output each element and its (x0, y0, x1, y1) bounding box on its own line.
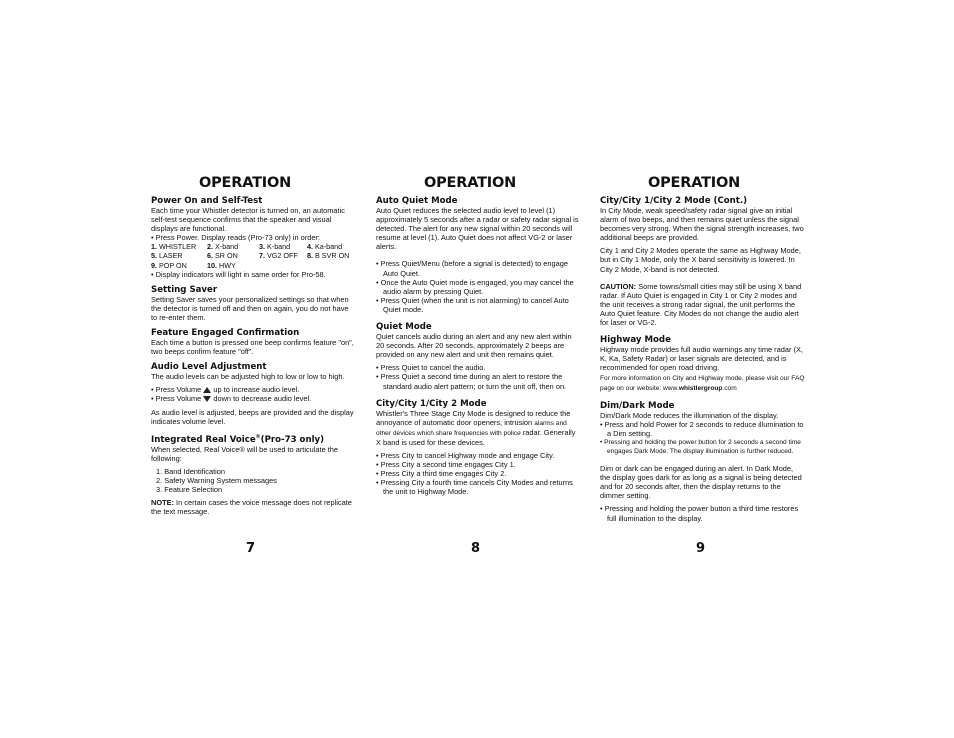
list-item: 1. Band Identification (156, 466, 226, 476)
paragraph: City 1 and City 2 Modes operate the same as Highway Mode, but in City 1 Mode, only the X band sensitivity is lowered. In City 2 Mode, X-band is not detected. (600, 246, 801, 274)
sequence-item: 1. WHISTLER (151, 242, 197, 252)
bullet-list (600, 504, 805, 522)
volume-down-icon (203, 396, 211, 402)
paragraph: Quiet cancels audio during an alert and any new alert within 20 seconds. After 20 seconds, approximately 2 beeps are provided on any new alert and unit then remains quiet. (376, 332, 572, 360)
paragraph: The audio levels can be adjusted high to low or low to high. (151, 372, 345, 382)
sequence-item: 5. LASER (151, 251, 183, 261)
section-heading: Audio Level Adjustment (151, 362, 267, 373)
list-item: • Pressing City a fourth time cancels City Modes and returns the unit to Highway Mode. (376, 478, 573, 497)
sequence-item: 3. K-band (259, 242, 291, 252)
list-item: • Press Quiet/Menu (before a signal is detected) to engage Auto Quiet. (376, 259, 568, 278)
self-test-sequence (151, 242, 356, 269)
page-title: OPERATION (648, 175, 741, 191)
list-item: • Press City a third time engages City 2. (376, 469, 507, 479)
list-item: • Press Quiet (when the unit is not alarming) to cancel Auto Quiet mode. (376, 295, 569, 314)
paragraph: Each time a button is pressed one beep confirms feature "on", two beeps confirm feature "off". (151, 338, 354, 357)
list-item: • Press and hold Power for 2 seconds to reduce illumination to a Dim setting. (600, 419, 804, 438)
list-item: • Press Quiet a second time during an alert to restore the standard audio alert pattern; or turn the unit off, then on. (376, 372, 567, 391)
page-number: 7 (246, 541, 256, 556)
list-item: • Press City to cancel Highway mode and engage City. (376, 450, 555, 460)
note: NOTE: In certain cases the voice message does not replicate the text message. (151, 498, 352, 517)
bullet-list (376, 363, 581, 390)
list-item: • Press City a second time engages City 1. (376, 460, 516, 470)
bullet-list (600, 420, 805, 456)
list-item: 3. Feature Selection (156, 484, 223, 494)
section-heading: Dim/Dark Mode (600, 400, 675, 411)
page-7-column (151, 175, 356, 516)
sequence-item: 10. HWY (207, 260, 236, 270)
bullet: • Press Volume down to decrease audio level. (151, 394, 312, 404)
bullet-list (376, 451, 581, 496)
paragraph: In City Mode, weak speed/safety radar signal give an initial alarm of two beeps, and then remains quiet unless the signal becomes very strong. When the signal strength increases, two additional beeps are provided. (600, 206, 804, 243)
section-heading: Highway Mode (600, 335, 671, 346)
page-8-column (376, 175, 581, 496)
sequence-item: 2. X-band (207, 242, 239, 252)
bullet: • Press Volume up to increase audio level. (151, 385, 300, 395)
page-title: OPERATION (199, 175, 292, 191)
sequence-item: 4. Ka-band (307, 242, 343, 252)
page-9-column (600, 175, 805, 523)
section-heading: Feature Engaged Confirmation (151, 328, 300, 339)
section-heading: Setting Saver (151, 284, 218, 295)
page-title: OPERATION (424, 175, 517, 191)
page-number: 9 (696, 541, 706, 556)
list-item: • Pressing and holding the power button a third time restores full illumination to the display. (600, 504, 799, 523)
paragraph: Setting Saver saves your personalized settings so that when the detector is turned off and then on again, you do not have to re-enter them. (151, 294, 349, 322)
bullet: • Display indicators will light in same order for Pro-58. (151, 269, 326, 279)
section-heading: Auto Quiet Mode (376, 196, 458, 206)
section-heading: Power On and Self-Test (151, 196, 263, 206)
website-link[interactable]: whistlergroup (678, 384, 723, 392)
section-heading: Integrated Real Voice®(Pro-73 only) (151, 433, 325, 445)
paragraph: Each time your Whistler detector is turned on, an automatic self-test sequence confirms that the speaker and visual displays are functional. (151, 206, 345, 234)
section-heading: Quiet Mode (376, 322, 432, 333)
section-heading: City/City 1/City 2 Mode (376, 398, 487, 409)
list-item: 2. Safety Warning System messages (156, 475, 277, 485)
paragraph: As audio level is adjusted, beeps are provided and the display indicates volume level. (151, 407, 354, 426)
bullet: • Press Power. Display reads (Pro-73 only) in order: (151, 233, 320, 243)
voice-list (151, 467, 356, 494)
paragraph: When selected, Real Voice® will be used to articulate the following: (151, 444, 339, 463)
paragraph: Auto Quiet reduces the selected audio level to level (1) approximately 5 seconds after a radar or safety radar signal is detected. The alert for any new signal within 20 seconds will resume at level (1). Auto Quiet does not affect VG-2 or laser alerts. (376, 206, 579, 252)
paragraph: Whistler's Three Stage City Mode is designed to reduce the annoyance of automatic door openers, intrusion alarms and other devices which share frequencies with police radar. Generally X band is used for these devices. (376, 408, 576, 447)
paragraph: Highway mode provides full audio warnings any time radar (X, K, Ka, Safety Radar) or laser signals are detected, and is recommended for open road driving. (600, 345, 803, 373)
sequence-item: 6. SR ON (207, 251, 238, 261)
volume-up-icon (203, 387, 211, 393)
sequence-item: 8. B SVR ON (307, 251, 350, 261)
faq-note: For more information on City and Highway mode, please visit our FAQ page on our website: www.whistlergroup.com (600, 375, 805, 392)
list-item: • Press Quiet to cancel the audio. (376, 363, 486, 373)
section-heading: City/City 1/City 2 Mode (Cont.) (600, 196, 748, 206)
caution: CAUTION: Some towns/small cities may still be using X band radar. If Auto Quiet is engaged in City 1 or City 2 modes and the unit receives a strong radar signal, the unit performs the Auto Quiet feature. City Modes do not change the audio alert for laser or VG-2. (600, 281, 802, 328)
list-item: • Once the Auto Quiet mode is engaged, you may cancel the audio alarm by pressing Quiet. (376, 277, 574, 296)
sequence-item: 9. POP ON (151, 260, 187, 270)
list-item: • Pressing and holding the power button for 2 seconds a second time engages Dark Mode. The display illumination is further reduced. (600, 438, 801, 455)
paragraph: Dim/Dark Mode reduces the illumination of the display. (600, 410, 779, 420)
page-number: 8 (471, 541, 481, 556)
bullet-list (376, 259, 581, 314)
sequence-item: 7. VG2 OFF (259, 251, 298, 261)
paragraph: Dim or dark can be engaged during an alert. In Dark Mode, the display goes dark for as long as a signal is being detected and for 20 seconds after, then the display returns to the dimmer setting. (600, 464, 802, 501)
